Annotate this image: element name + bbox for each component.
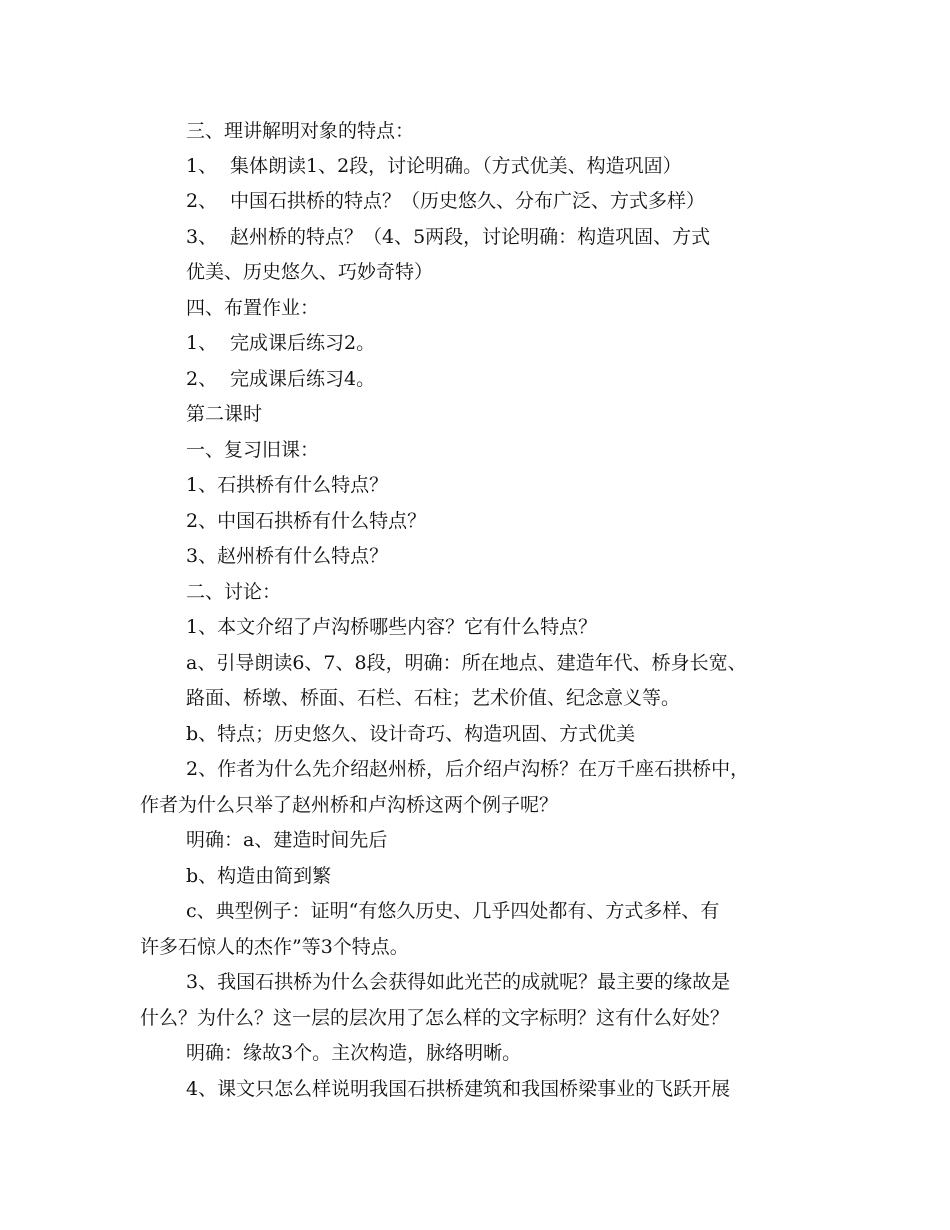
list-number: 1、 — [186, 155, 218, 177]
list-item: 2、 中国石拱桥的特点？（历史悠久、分布广泛、方式多样） — [186, 190, 706, 212]
paragraph-line: b、特点；历史悠久、设计奇巧、构造巩固、方式优美 — [186, 723, 636, 745]
list-number: 2、 — [186, 190, 218, 212]
paragraph-line: 1、石拱桥有什么特点？ — [186, 474, 389, 496]
paragraph-line: 明确：缘故3个。主次构造，脉络明晰。 — [186, 1042, 522, 1064]
paragraph-line: 许多石惊人的杰作”等3个特点。 — [140, 936, 409, 958]
list-item: 2、 完成课后练习4。 — [186, 368, 376, 390]
section-heading-4: 四、布置作业： — [186, 297, 320, 319]
section-heading-1: 一、复习旧课： — [186, 439, 320, 461]
list-number: 3、 — [186, 226, 218, 248]
list-number: 1、 — [186, 332, 218, 354]
paragraph-line: 2、中国石拱桥有什么特点？ — [186, 510, 427, 532]
paragraph-line: 2、作者为什么先介绍赵州桥，后介绍卢沟桥？在万千座石拱桥中， — [186, 758, 750, 780]
paragraph-line: 1、本文介绍了卢沟桥哪些内容？它有什么特点？ — [186, 616, 598, 638]
paragraph-line: 3、赵州桥有什么特点？ — [186, 545, 389, 567]
paragraph-line: 明确：a、建造时间先后 — [186, 829, 388, 851]
paragraph-line: 路面、桥墩、桥面、石栏、石柱；艺术价值、纪念意义等。 — [186, 687, 681, 709]
list-item-continuation: 优美、历史悠久、巧妙奇特） — [186, 261, 434, 283]
paragraph-line: 3、我国石拱桥为什么会获得如此光芒的成就呢？最主要的缘故是 — [186, 971, 731, 993]
list-item: 1、 集体朗读1、2段，讨论明确。（方式优美、构造巩固） — [186, 155, 682, 177]
section-heading-3: 三、理讲解明对象的特点： — [186, 120, 415, 142]
paragraph-line: 4、课文只怎么样说明我国石拱桥建筑和我国桥梁事业的飞跃开展 — [186, 1078, 731, 1100]
paragraph-line: a、引导朗读6、7、8段，明确：所在地点、建造年代、桥身长宽、 — [186, 652, 747, 674]
paragraph-line: b、构造由简到繁 — [186, 865, 332, 887]
section-heading-2: 二、讨论： — [186, 581, 282, 603]
list-item: 3、 赵州桥的特点？（4、5两段，讨论明确：构造巩固、方式 — [186, 226, 711, 248]
paragraph-line: 什么？为什么？这一层的层次用了怎么样的文字标明？这有什么好处？ — [140, 1007, 730, 1029]
lesson-title: 第二课时 — [186, 403, 263, 425]
list-number: 2、 — [186, 368, 218, 390]
list-item: 1、 完成课后练习2。 — [186, 332, 376, 354]
paragraph-line: 作者为什么只举了赵州桥和卢沟桥这两个例子呢？ — [140, 794, 559, 816]
paragraph-line: c、典型例子：证明“有悠久历史、几乎四处都有、方式多样、有 — [186, 900, 720, 922]
